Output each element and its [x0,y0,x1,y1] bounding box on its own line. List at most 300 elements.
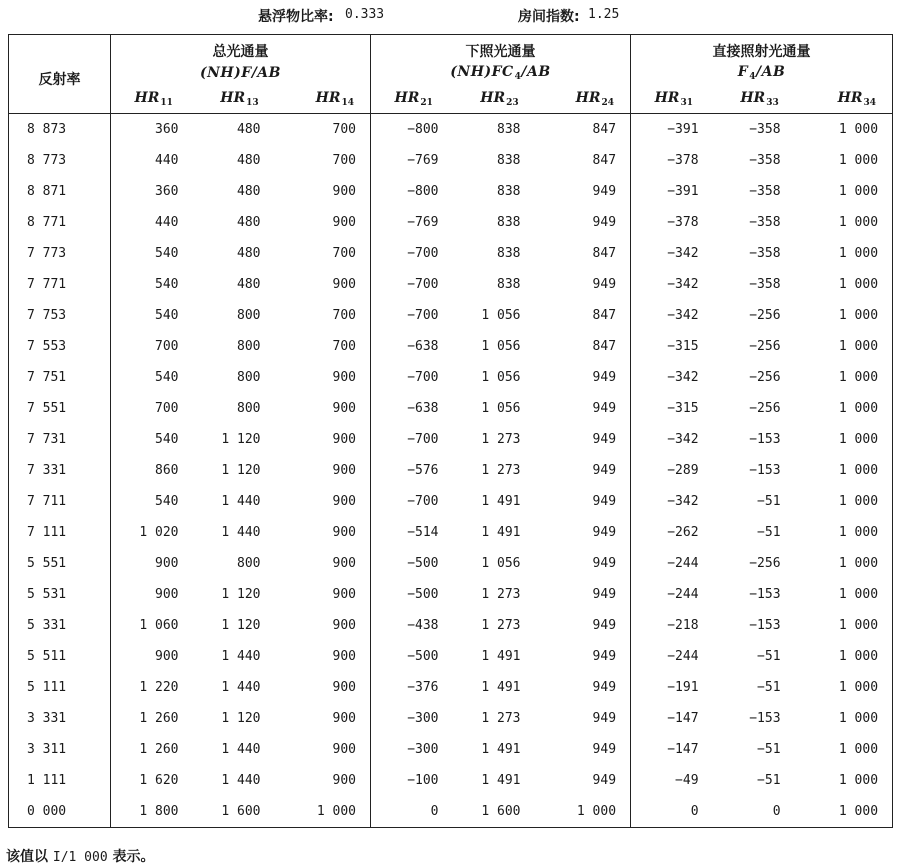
value-cell: 847 [543,331,631,362]
value-cell: 1 491 [481,525,521,540]
value-cell: −49 [675,773,699,788]
reflectance-cell: 7 773 [9,238,111,269]
column-header-hr24 [543,85,631,114]
value-cell: 900 [283,455,371,486]
value-cell: −315 [667,401,699,416]
value-cell: −514 [407,525,439,540]
value-cell: 949 [543,672,631,703]
direct-flux-group-title: 直接照射光通量 [631,35,893,62]
value-cell: 800 [237,401,261,416]
value-cell: 800 [237,370,261,385]
footnote-prefix: 该值以 [6,849,48,865]
reflectance-cell: 5 531 [9,579,111,610]
reflectance-cell: 8 771 [9,207,111,238]
value-cell: −342 [667,308,699,323]
value-cell: 900 [283,672,371,703]
value-cell: 900 [155,556,179,571]
reflectance-cell: 7 731 [9,424,111,455]
value-cell: −256 [749,401,781,416]
value-cell: 1 000 [803,486,893,517]
column-header-subscript: 33 [766,98,779,108]
value-cell: −800 [407,184,439,199]
value-cell: −147 [667,711,699,726]
downward-flux-formula-sub: 4 [514,72,522,82]
value-cell: 480 [237,215,261,230]
value-cell: 860 [155,463,179,478]
value-cell: 540 [155,370,179,385]
value-cell: 900 [283,765,371,796]
reflectance-cell: 8 871 [9,176,111,207]
value-cell: 847 [543,145,631,176]
value-cell: −342 [667,494,699,509]
value-cell: 1 273 [481,587,521,602]
value-cell: −769 [407,215,439,230]
value-cell: 1 000 [543,796,631,828]
value-cell: 440 [155,215,179,230]
column-header-base: HR [654,90,680,106]
table-row [9,176,893,207]
value-cell: 900 [283,517,371,548]
value-cell: 1 440 [221,494,261,509]
parameter-line [0,6,900,26]
value-cell: 900 [283,579,371,610]
value-cell: 900 [283,424,371,455]
value-cell: −342 [667,432,699,447]
value-cell: 1 440 [221,525,261,540]
value-cell: 480 [237,153,261,168]
value-cell: −218 [667,618,699,633]
value-cell: −378 [667,153,699,168]
value-cell: 1 000 [803,703,893,734]
value-cell: 800 [237,556,261,571]
value-cell: −100 [407,773,439,788]
room-index-value: 1.25 [588,7,620,22]
value-cell: −51 [757,742,781,757]
column-header-hr21 [371,85,457,114]
value-cell: −700 [407,277,439,292]
column-header-subscript: 23 [506,98,519,108]
value-cell: −244 [667,649,699,664]
value-cell: 1 440 [221,649,261,664]
value-cell: −153 [749,711,781,726]
value-cell: 1 440 [221,680,261,695]
direct-flux-formula-tail: /AB [755,64,786,80]
value-cell: 540 [155,432,179,447]
reflectance-cell: 3 311 [9,734,111,765]
reflectance-cell: 5 331 [9,610,111,641]
value-cell: 0 [631,796,717,828]
value-cell: 1 491 [481,680,521,695]
value-cell: 900 [283,548,371,579]
value-cell: 1 000 [803,548,893,579]
value-cell: −256 [749,339,781,354]
value-cell: −191 [667,680,699,695]
value-cell: 949 [543,393,631,424]
table-row [9,238,893,269]
value-cell: 540 [155,494,179,509]
value-cell: 1 000 [803,238,893,269]
value-cell: 540 [155,246,179,261]
value-cell: 1 000 [803,579,893,610]
value-cell: 360 [155,122,179,137]
value-cell: 900 [283,207,371,238]
value-cell: −153 [749,587,781,602]
value-cell: 949 [543,176,631,207]
reflectance-cell: 7 753 [9,300,111,331]
value-cell: 949 [543,734,631,765]
downward-flux-formula-text: (NH)FC [450,64,514,80]
value-cell: 540 [155,277,179,292]
value-cell: −147 [667,742,699,757]
value-cell: −500 [407,649,439,664]
value-cell: −244 [667,556,699,571]
value-cell: −376 [407,680,439,695]
value-cell: 838 [497,122,521,137]
total-flux-formula-text: (NH)F/AB [199,65,282,81]
value-cell: 900 [283,176,371,207]
value-cell: 700 [155,339,179,354]
value-cell: 1 273 [481,432,521,447]
value-cell: −700 [407,432,439,447]
value-cell: 900 [155,587,179,602]
table-row [9,331,893,362]
value-cell: −700 [407,494,439,509]
value-cell: 838 [497,184,521,199]
value-cell: −769 [407,153,439,168]
value-cell: 1 000 [283,796,371,828]
column-subheaders [9,85,893,114]
value-cell: 949 [543,610,631,641]
value-cell: 1 120 [221,587,261,602]
value-cell: −289 [667,463,699,478]
value-cell: 1 260 [139,711,179,726]
column-header-base: HR [740,90,766,106]
table-row [9,486,893,517]
value-cell: 480 [237,184,261,199]
value-cell: 1 056 [481,308,521,323]
value-cell: −342 [667,370,699,385]
direct-flux-formula-sub: 4 [749,72,756,82]
column-header-base: HR [480,90,506,106]
column-header-subscript: 31 [680,98,693,108]
value-cell: 700 [283,331,371,362]
reflectance-cell: 5 551 [9,548,111,579]
column-header-hr23 [457,85,543,114]
reflectance-column-header: 反射率 [9,35,111,114]
value-cell: 847 [543,238,631,269]
value-cell: 480 [237,246,261,261]
value-cell: −51 [757,525,781,540]
value-cell: 1 120 [221,618,261,633]
value-cell: −576 [407,463,439,478]
reflectance-cell: 7 553 [9,331,111,362]
reflectance-cell: 5 111 [9,672,111,703]
value-cell: 1 491 [481,649,521,664]
value-cell: 1 000 [803,641,893,672]
value-cell: 1 000 [803,331,893,362]
value-cell: −378 [667,215,699,230]
reflectance-flux-table [8,34,893,828]
value-cell: −358 [749,184,781,199]
value-cell: −300 [407,711,439,726]
reflectance-cell: 3 331 [9,703,111,734]
value-cell: 838 [497,246,521,261]
value-cell: 1 273 [481,463,521,478]
table-row [9,269,893,300]
downward-flux-group-title: 下照光通量 [371,35,631,62]
value-cell: 1 056 [481,556,521,571]
value-cell: 1 440 [221,742,261,757]
room-index-label: 房间指数: [518,9,580,25]
reflectance-cell: 8 873 [9,114,111,146]
value-cell: 900 [155,649,179,664]
value-cell: −51 [757,680,781,695]
downward-flux-formula [371,61,631,85]
value-cell: 700 [283,114,371,146]
value-cell: 1 000 [803,362,893,393]
value-cell: −638 [407,401,439,416]
value-cell: 900 [283,641,371,672]
value-cell: 1 000 [803,269,893,300]
reflectance-cell: 7 771 [9,269,111,300]
table-row [9,455,893,486]
value-cell: −51 [757,649,781,664]
column-header-subscript: 34 [863,98,877,108]
value-cell: 949 [543,517,631,548]
table-row [9,672,893,703]
value-cell: 1 060 [139,618,179,633]
value-cell: 949 [543,486,631,517]
table-row [9,207,893,238]
value-cell: 838 [497,153,521,168]
table-row [9,393,893,424]
column-header-hr31 [631,85,717,114]
value-cell: 1 000 [803,393,893,424]
reflectance-cell: 5 511 [9,641,111,672]
value-cell: 847 [543,300,631,331]
value-cell: 1 491 [481,773,521,788]
value-cell: 949 [543,424,631,455]
table-row [9,610,893,641]
table-row [9,145,893,176]
value-cell: 949 [543,269,631,300]
value-cell: −391 [667,184,699,199]
value-cell: −342 [667,246,699,261]
value-cell: 1 000 [803,455,893,486]
value-cell: 1 000 [803,796,893,828]
value-cell: 900 [283,610,371,641]
column-header-subscript: 21 [420,98,433,108]
value-cell: 700 [283,145,371,176]
column-header-base: HR [837,90,863,106]
value-cell: 480 [237,122,261,137]
value-cell: 700 [283,238,371,269]
value-cell: 1 600 [197,796,283,828]
value-cell: 1 273 [481,711,521,726]
value-cell: 1 220 [139,680,179,695]
value-cell: 1 056 [481,401,521,416]
value-cell: 949 [543,641,631,672]
reflectance-cell: 7 711 [9,486,111,517]
value-cell: 360 [155,184,179,199]
value-cell: −358 [749,215,781,230]
table-header [9,35,893,114]
table-row [9,517,893,548]
table-row [9,548,893,579]
value-cell: −358 [749,277,781,292]
direct-flux-formula-text: F [737,64,749,80]
value-cell: 1 000 [803,734,893,765]
column-header-base: HR [315,90,341,106]
value-cell: 1 000 [803,517,893,548]
value-cell: 440 [155,153,179,168]
table-body [9,114,893,828]
table-row [9,734,893,765]
value-cell: −638 [407,339,439,354]
value-cell: 0 [717,796,803,828]
value-cell: 1 800 [111,796,197,828]
value-cell: −153 [749,618,781,633]
value-cell: −256 [749,308,781,323]
table-row [9,765,893,796]
value-cell: −700 [407,370,439,385]
column-header-subscript: 14 [341,98,354,108]
value-cell: 838 [497,277,521,292]
value-cell: 900 [283,734,371,765]
downward-flux-formula-tail: /AB [521,64,551,80]
value-cell: −358 [749,246,781,261]
value-cell: −256 [749,556,781,571]
value-cell: 838 [497,215,521,230]
table-row [9,114,893,146]
value-cell: −800 [407,122,439,137]
value-cell: 1 120 [221,432,261,447]
value-cell: −342 [667,277,699,292]
value-cell: 1 056 [481,339,521,354]
value-cell: 1 000 [803,145,893,176]
value-cell: −153 [749,432,781,447]
table-row [9,641,893,672]
table-row [9,424,893,455]
value-cell: −51 [757,773,781,788]
value-cell: 900 [283,703,371,734]
column-header-base: HR [394,90,420,106]
total-flux-group-title: 总光通量 [111,35,371,62]
value-cell: −51 [757,494,781,509]
value-cell: 949 [543,765,631,796]
value-cell: 949 [543,455,631,486]
table-row [9,703,893,734]
value-cell: −358 [749,122,781,137]
value-cell: −244 [667,587,699,602]
value-cell: −256 [749,370,781,385]
value-cell: 0 [371,796,457,828]
reflectance-cell: 0 000 [9,796,111,828]
value-cell: 1 000 [803,424,893,455]
column-header-base: HR [575,90,601,106]
value-cell: 1 120 [221,463,261,478]
value-cell: 1 000 [803,300,893,331]
value-cell: 949 [543,362,631,393]
direct-flux-formula [631,61,893,85]
value-cell: 900 [283,486,371,517]
footnote [6,846,155,866]
reflectance-cell: 7 551 [9,393,111,424]
column-header-base: HR [220,90,246,106]
value-cell: 1 000 [803,672,893,703]
column-header-hr14 [283,85,371,114]
column-header-subscript: 24 [601,98,615,108]
column-header-hr34 [803,85,893,114]
value-cell: 1 000 [803,176,893,207]
value-cell: −700 [407,308,439,323]
reflectance-cell: 7 111 [9,517,111,548]
value-cell: 1 491 [481,742,521,757]
value-cell: 700 [283,300,371,331]
value-cell: 1 000 [803,765,893,796]
value-cell: −438 [407,618,439,633]
value-cell: −153 [749,463,781,478]
value-cell: 480 [237,277,261,292]
value-cell: 1 000 [803,610,893,641]
value-cell: 900 [283,362,371,393]
value-cell: 949 [543,579,631,610]
value-cell: 700 [155,401,179,416]
value-cell: 1 273 [481,618,521,633]
suspension-ratio-value: 0.333 [345,7,385,22]
column-header-subscript: 13 [246,98,259,108]
value-cell: 1 000 [803,207,893,238]
value-cell: 847 [543,114,631,146]
column-header-hr33 [717,85,803,114]
value-cell: −500 [407,556,439,571]
column-header-hr13 [197,85,283,114]
reflectance-cell: 7 751 [9,362,111,393]
reflectance-cell: 1 111 [9,765,111,796]
reflectance-cell: 7 331 [9,455,111,486]
footnote-suffix: 表示。 [112,849,155,865]
value-cell: 1 600 [457,796,543,828]
table-row [9,796,893,828]
value-cell: 1 056 [481,370,521,385]
value-cell: 800 [237,339,261,354]
value-cell: −500 [407,587,439,602]
value-cell: 949 [543,548,631,579]
value-cell: −391 [667,122,699,137]
value-cell: 540 [155,308,179,323]
total-flux-formula [111,61,371,85]
value-cell: −315 [667,339,699,354]
value-cell: 900 [283,393,371,424]
table-row [9,362,893,393]
value-cell: 1 000 [803,114,893,146]
value-cell: −300 [407,742,439,757]
column-header-base: HR [134,90,160,106]
value-cell: 949 [543,703,631,734]
table-row [9,579,893,610]
suspension-ratio-label: 悬浮物比率: [258,9,334,25]
footnote-unit: I/1 000 [52,850,108,865]
value-cell: 1 020 [139,525,179,540]
value-cell: 800 [237,308,261,323]
value-cell: 949 [543,207,631,238]
reflectance-cell: 8 773 [9,145,111,176]
value-cell: −262 [667,525,699,540]
value-cell: 1 120 [221,711,261,726]
value-cell: 1 491 [481,494,521,509]
value-cell: −700 [407,246,439,261]
value-cell: 1 620 [139,773,179,788]
